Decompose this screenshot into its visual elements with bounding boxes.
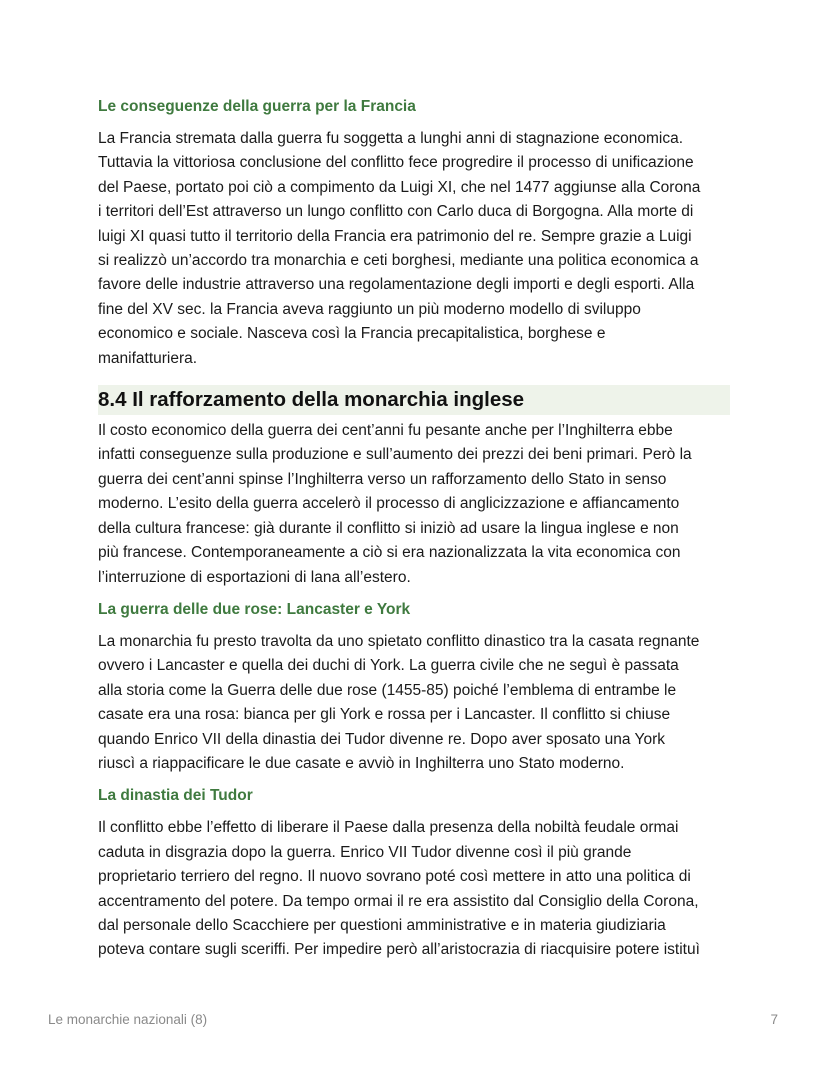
chapter-heading: 8.4 Il rafforzamento della monarchia inglese	[98, 388, 525, 412]
footer-title: Le monarchie nazionali (8)	[48, 1012, 208, 1027]
page-number: 7	[770, 1012, 778, 1027]
paragraph-tudor: Il conflitto ebbe l’effetto di liberare il Paese dalla presenza della nobiltà feudale ormai caduta in disgrazia dopo la guerra. Enrico VII Tudor divenne così il più grande proprietario terriero del regno. Il nuovo sovrano poté così mettere in atto una politica di accentramento del potere. Da tempo ormai il re era assistito dal Consiglio della Corona, dal personale dello Scacchiere per questioni amministrative e in materia giudiziaria poteva contare sugli sceriffi. Per impedire però all’aristocrazia di riacquisire potere istituì	[98, 819, 700, 959]
document-page	[98, 96, 730, 963]
section-heading-tudor: La dinastia dei Tudor	[98, 787, 253, 805]
paragraph-inghilterra: Il costo economico della guerra dei cent’anni fu pesante anche per l’Inghilterra ebbe infatti conseguenze sulla produzione e sull’aumento dei prezzi dei beni primari. Però la guerra dei cent’anni spinse l’Inghilterra verso un rafforzamento dello Stato in senso moderno. L’esito della guerra accelerò il processo di anglicizzazione e affiancamento della cultura francese: già durante il conflitto si iniziò ad usare la lingua inglese e non più francese. Contemporaneamente a ciò si era nazionalizzata la vita economica con l’interruzione di esportazioni di lana all’estero.	[98, 422, 692, 586]
paragraph-francia: La Francia stremata dalla guerra fu soggetta a lunghi anni di stagnazione economica. Tuttavia la vittoriosa conclusione del conflitto fece progredire il processo di unificazione del Paese, portato poi ciò a compimento da Luigi XI, che nel 1477 aggiunse alla Corona i territori dell’Est attraverso un lungo conflitto con Carlo duca di Borgogna. Alla morte di luigi XI quasi tutto il territorio della Francia era patrimonio del re. Sempre grazie a Luigi si realizzò un’accordo tra monarchia e ceti borghesi, mediante una politica economica a favore delle industrie attraverso una regolamentazione degli importi e degli esporti. Alla fine del XV sec. la Francia aveva raggiunto un più moderno modello di sviluppo economico e sociale. Nasceva così la Francia precapitalistica, borghese e manifatturiera.	[98, 130, 701, 367]
section-heading-francia: Le conseguenze della guerra per la Francia	[98, 98, 416, 115]
chapter-heading-bar	[98, 385, 730, 415]
section-heading-due-rose: La guerra delle due rose: Lancaster e York	[98, 600, 411, 618]
paragraph-due-rose: La monarchia fu presto travolta da uno spietato conflitto dinastico tra la casata regnante ovvero i Lancaster e quella dei duchi di York. La guerra civile che ne seguì è passata alla storia come la Guerra delle due rose (1455-85) poiché l’emblema di entrambe le casate era una rosa: bianca per gli York e rossa per i Lancaster. Il conflitto si chiuse quando Enrico VII della dinastia dei Tudor divenne re. Dopo aver sposato una York riuscì a riappacificare le due casate e avviò in Inghilterra uno Stato moderno.	[98, 632, 700, 772]
